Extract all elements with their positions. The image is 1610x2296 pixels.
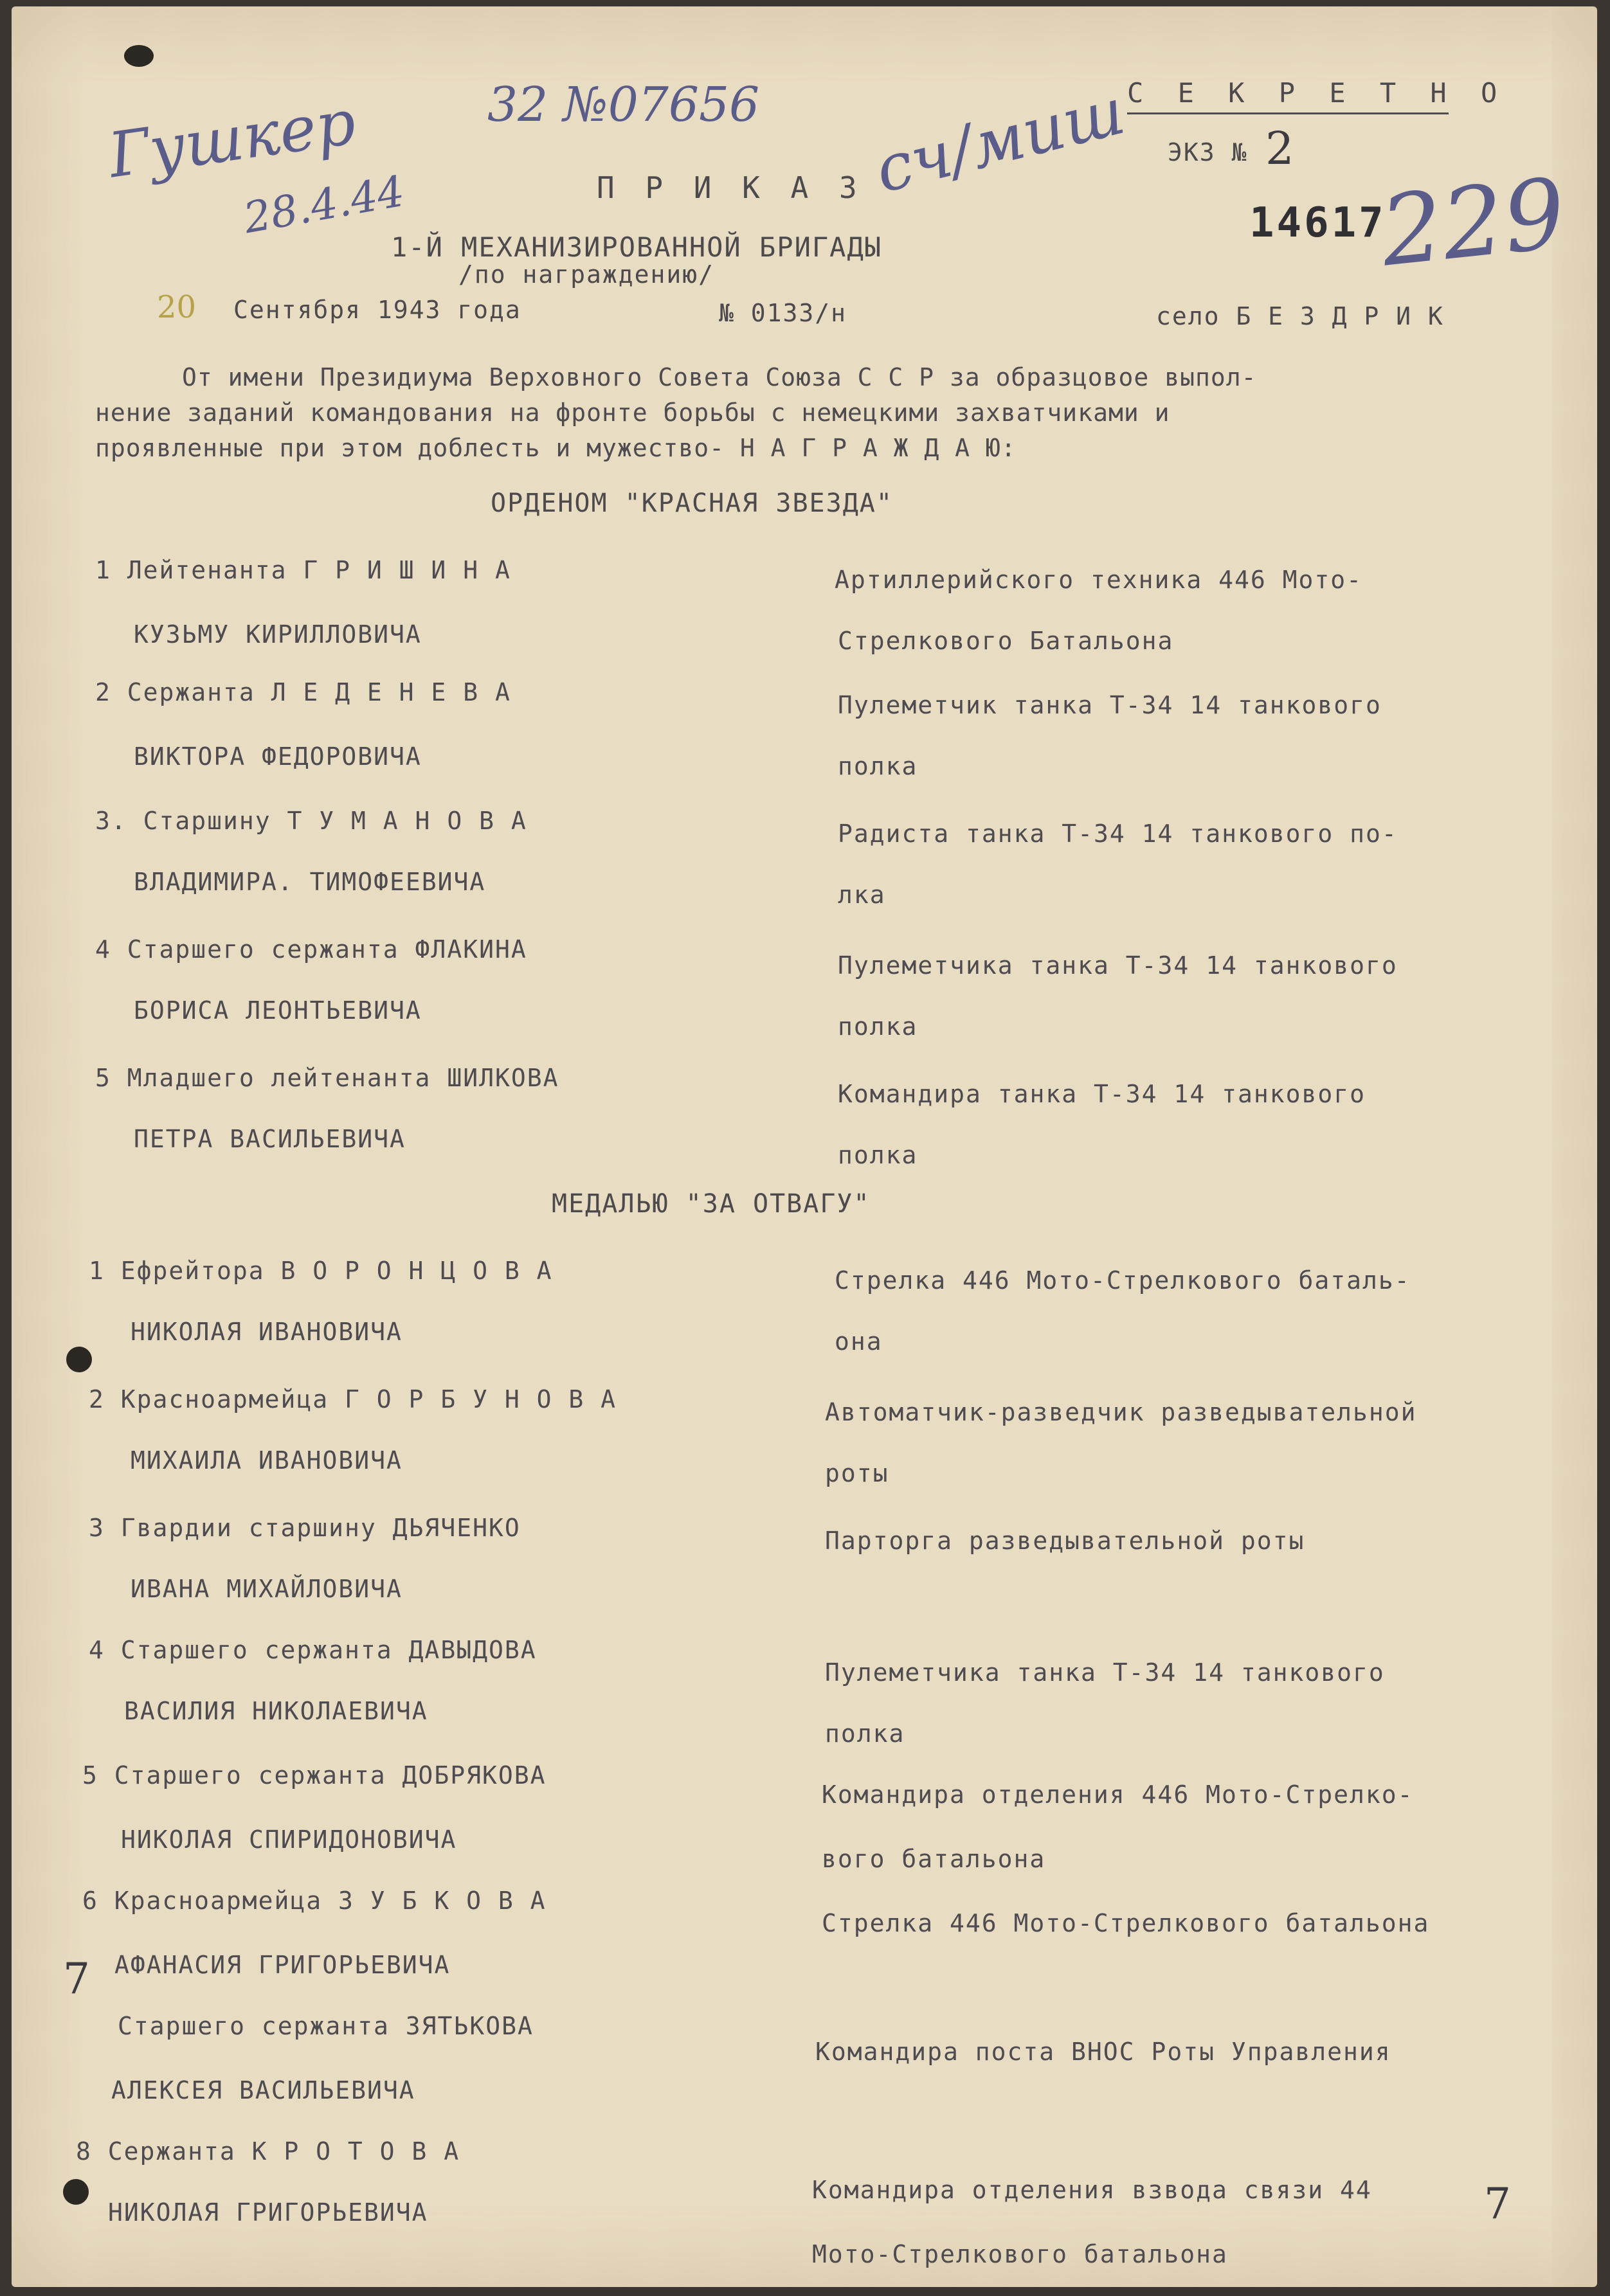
order-subtitle: /по награждению/ <box>458 260 715 289</box>
entry-position-cont: полка <box>825 1719 905 1748</box>
document-page <box>12 6 1597 2287</box>
handwritten-signature: сч/миш <box>867 73 1132 208</box>
handwritten-right-mark: 229 <box>1375 157 1571 289</box>
entry-position: Командира поста ВНОС Роты Управления <box>815 2038 1391 2066</box>
entry-rank-name: 5 Старшего сержанта ДОБРЯКОВА <box>82 1761 547 1789</box>
entry-rank-name: 8 Сержанта К Р О Т О В А <box>76 2137 460 2166</box>
section-title-red-star: ОРДЕНОМ "КРАСНАЯ ЗВЕЗДА" <box>491 489 893 518</box>
entry-rank-name: 2 Сержанта Л Е Д Е Н Е В А <box>95 678 511 706</box>
entry-rank-name: 4 Старшего сержанта ФЛАКИНА <box>95 935 527 964</box>
entry-position: Пулеметчик танка Т-34 14 танкового <box>838 691 1382 719</box>
entry-position: Пулеметчика танка Т-34 14 танкового <box>825 1658 1385 1687</box>
punch-hole <box>124 45 154 67</box>
entry-position-cont: вого батальона <box>822 1845 1046 1873</box>
entry-position-cont: Стрелкового Батальона <box>838 627 1174 655</box>
punch-hole <box>66 1347 92 1372</box>
entry-rank-name: 3. Старшину Т У М А Н О В А <box>95 807 527 835</box>
entry-position: Командира отделения 446 Мото-Стрелко- <box>822 1780 1414 1809</box>
entry-rank-name: 4 Старшего сержанта ДАВЫДОВА <box>89 1636 537 1664</box>
entry-position-cont: она <box>835 1327 883 1356</box>
entry-patronymic: ВЛАДИМИРА. ТИМОФЕЕВИЧА <box>134 868 486 896</box>
entry-patronymic: ВИКТОРА ФЕДОРОВИЧА <box>134 742 422 771</box>
handwritten-archive-number: 32 №07656 <box>487 77 760 132</box>
entry-patronymic: АЛЕКСЕЯ ВАСИЛЬЕВИЧА <box>111 2076 415 2104</box>
entry-position: Автоматчик-разведчик разведывательной <box>825 1398 1417 1426</box>
order-date: Сентября 1943 года <box>233 296 521 324</box>
entry-position: Стрелка 446 Мото-Стрелкового баталь- <box>835 1266 1411 1295</box>
entry-position-cont: полка <box>838 1012 918 1041</box>
entry-rank-name: 1 Ефрейтора В О Р О Н Ц О В А <box>89 1257 553 1285</box>
entry-patronymic: НИКОЛАЯ СПИРИДОНОВИЧА <box>121 1825 457 1854</box>
entry-rank-name: 5 Младшего лейтенанта ШИЛКОВА <box>95 1064 559 1092</box>
entry-rank-name: 3 Гвардии старшину ДЬЯЧЕНКО <box>89 1514 521 1542</box>
entry-position: Парторга разведывательной роты <box>825 1527 1305 1555</box>
entry-rank-name: 6 Красноармейца З У Б К О В А <box>82 1887 547 1915</box>
copy-number: 2 <box>1265 122 1294 175</box>
entry-patronymic: ИВАНА МИХАЙЛОВИЧА <box>131 1575 402 1603</box>
classification-label: С Е К Р Е Т Н О <box>1127 77 1506 109</box>
entry-patronymic: БОРИСА ЛЕОНТЬЕВИЧА <box>134 996 422 1025</box>
order-title: П Р И К А З <box>597 170 864 205</box>
entry-patronymic: ВАСИЛИЯ НИКОЛАЕВИЧА <box>124 1697 428 1725</box>
entry-patronymic: ПЕТРА ВАСИЛЬЕВИЧА <box>134 1125 406 1153</box>
classification-underline <box>1127 112 1449 114</box>
preamble-line: нение заданий командования на фронте борьбы с немецкими захватчиками и <box>95 399 1170 427</box>
punch-hole <box>63 2179 89 2205</box>
entry-rank-name: 2 Красноармейца Г О Р Б У Н О В А <box>89 1385 617 1413</box>
entry-position: Командира отделения взвода связи 44 <box>812 2176 1372 2204</box>
handwritten-date-top-left: 28.4.44 <box>240 166 408 244</box>
order-place: село Б Е З Д Р И К <box>1156 302 1444 330</box>
preamble-line: проявленные при этом доблесть и мужество- Н А Г Р А Ж Д А Ю: <box>95 434 1017 462</box>
entry-position: Стрелка 446 Мото-Стрелкового батальона <box>822 1909 1430 1937</box>
entry-position: Радиста танка Т-34 14 танкового по- <box>838 820 1398 848</box>
entry-position: Пулеметчика танка Т-34 14 танкового <box>838 951 1398 980</box>
entry-position-cont: роты <box>825 1459 889 1487</box>
order-number: № 0133/н <box>719 299 847 327</box>
handwritten-note-top-left: Гушкер <box>104 85 360 192</box>
entry-position-cont: полка <box>838 752 918 780</box>
entry-position-cont: полка <box>838 1141 918 1169</box>
brigade-title: 1-Й МЕХАНИЗИРОВАННОЙ БРИГАДЫ <box>391 231 883 263</box>
entry-rank-name: 1 Лейтенанта Г Р И Ш И Н А <box>95 556 511 584</box>
entry-position: Артиллерийского техника 446 Мото- <box>835 566 1362 594</box>
entry-patronymic: МИХАИЛА ИВАНОВИЧА <box>131 1446 402 1475</box>
entry-patronymic: КУЗЬМУ КИРИЛЛОВИЧА <box>134 620 422 649</box>
preamble-line: От имени Президиума Верховного Совета Союза С С Р за образцовое выпол- <box>182 363 1257 391</box>
entry-position-cont: Мото-Стрелкового батальона <box>812 2240 1228 2268</box>
entry-patronymic: НИКОЛАЯ ИВАНОВИЧА <box>131 1318 402 1346</box>
entry-patronymic: АФАНАСИЯ ГРИГОРЬЕВИЧА <box>114 1951 451 1979</box>
handwritten-footer-right: 7 <box>1484 2179 1511 2229</box>
copy-label: ЭКЗ № <box>1168 138 1248 166</box>
date-day: 20 <box>157 289 197 325</box>
entry-position: Командира танка Т-34 14 танкового <box>838 1080 1366 1108</box>
section-title-courage-medal: МЕДАЛЬЮ "ЗА ОТВАГУ" <box>552 1189 871 1219</box>
stamp-number: 14617 <box>1249 199 1386 247</box>
entry-position-cont: лка <box>838 881 886 909</box>
entry-patronymic: НИКОЛАЯ ГРИГОРЬЕВИЧА <box>108 2198 428 2227</box>
handwritten-footer-left: 7 <box>63 1954 90 2004</box>
entry-rank-name: Старшего сержанта ЗЯТЬКОВА <box>118 2012 534 2040</box>
